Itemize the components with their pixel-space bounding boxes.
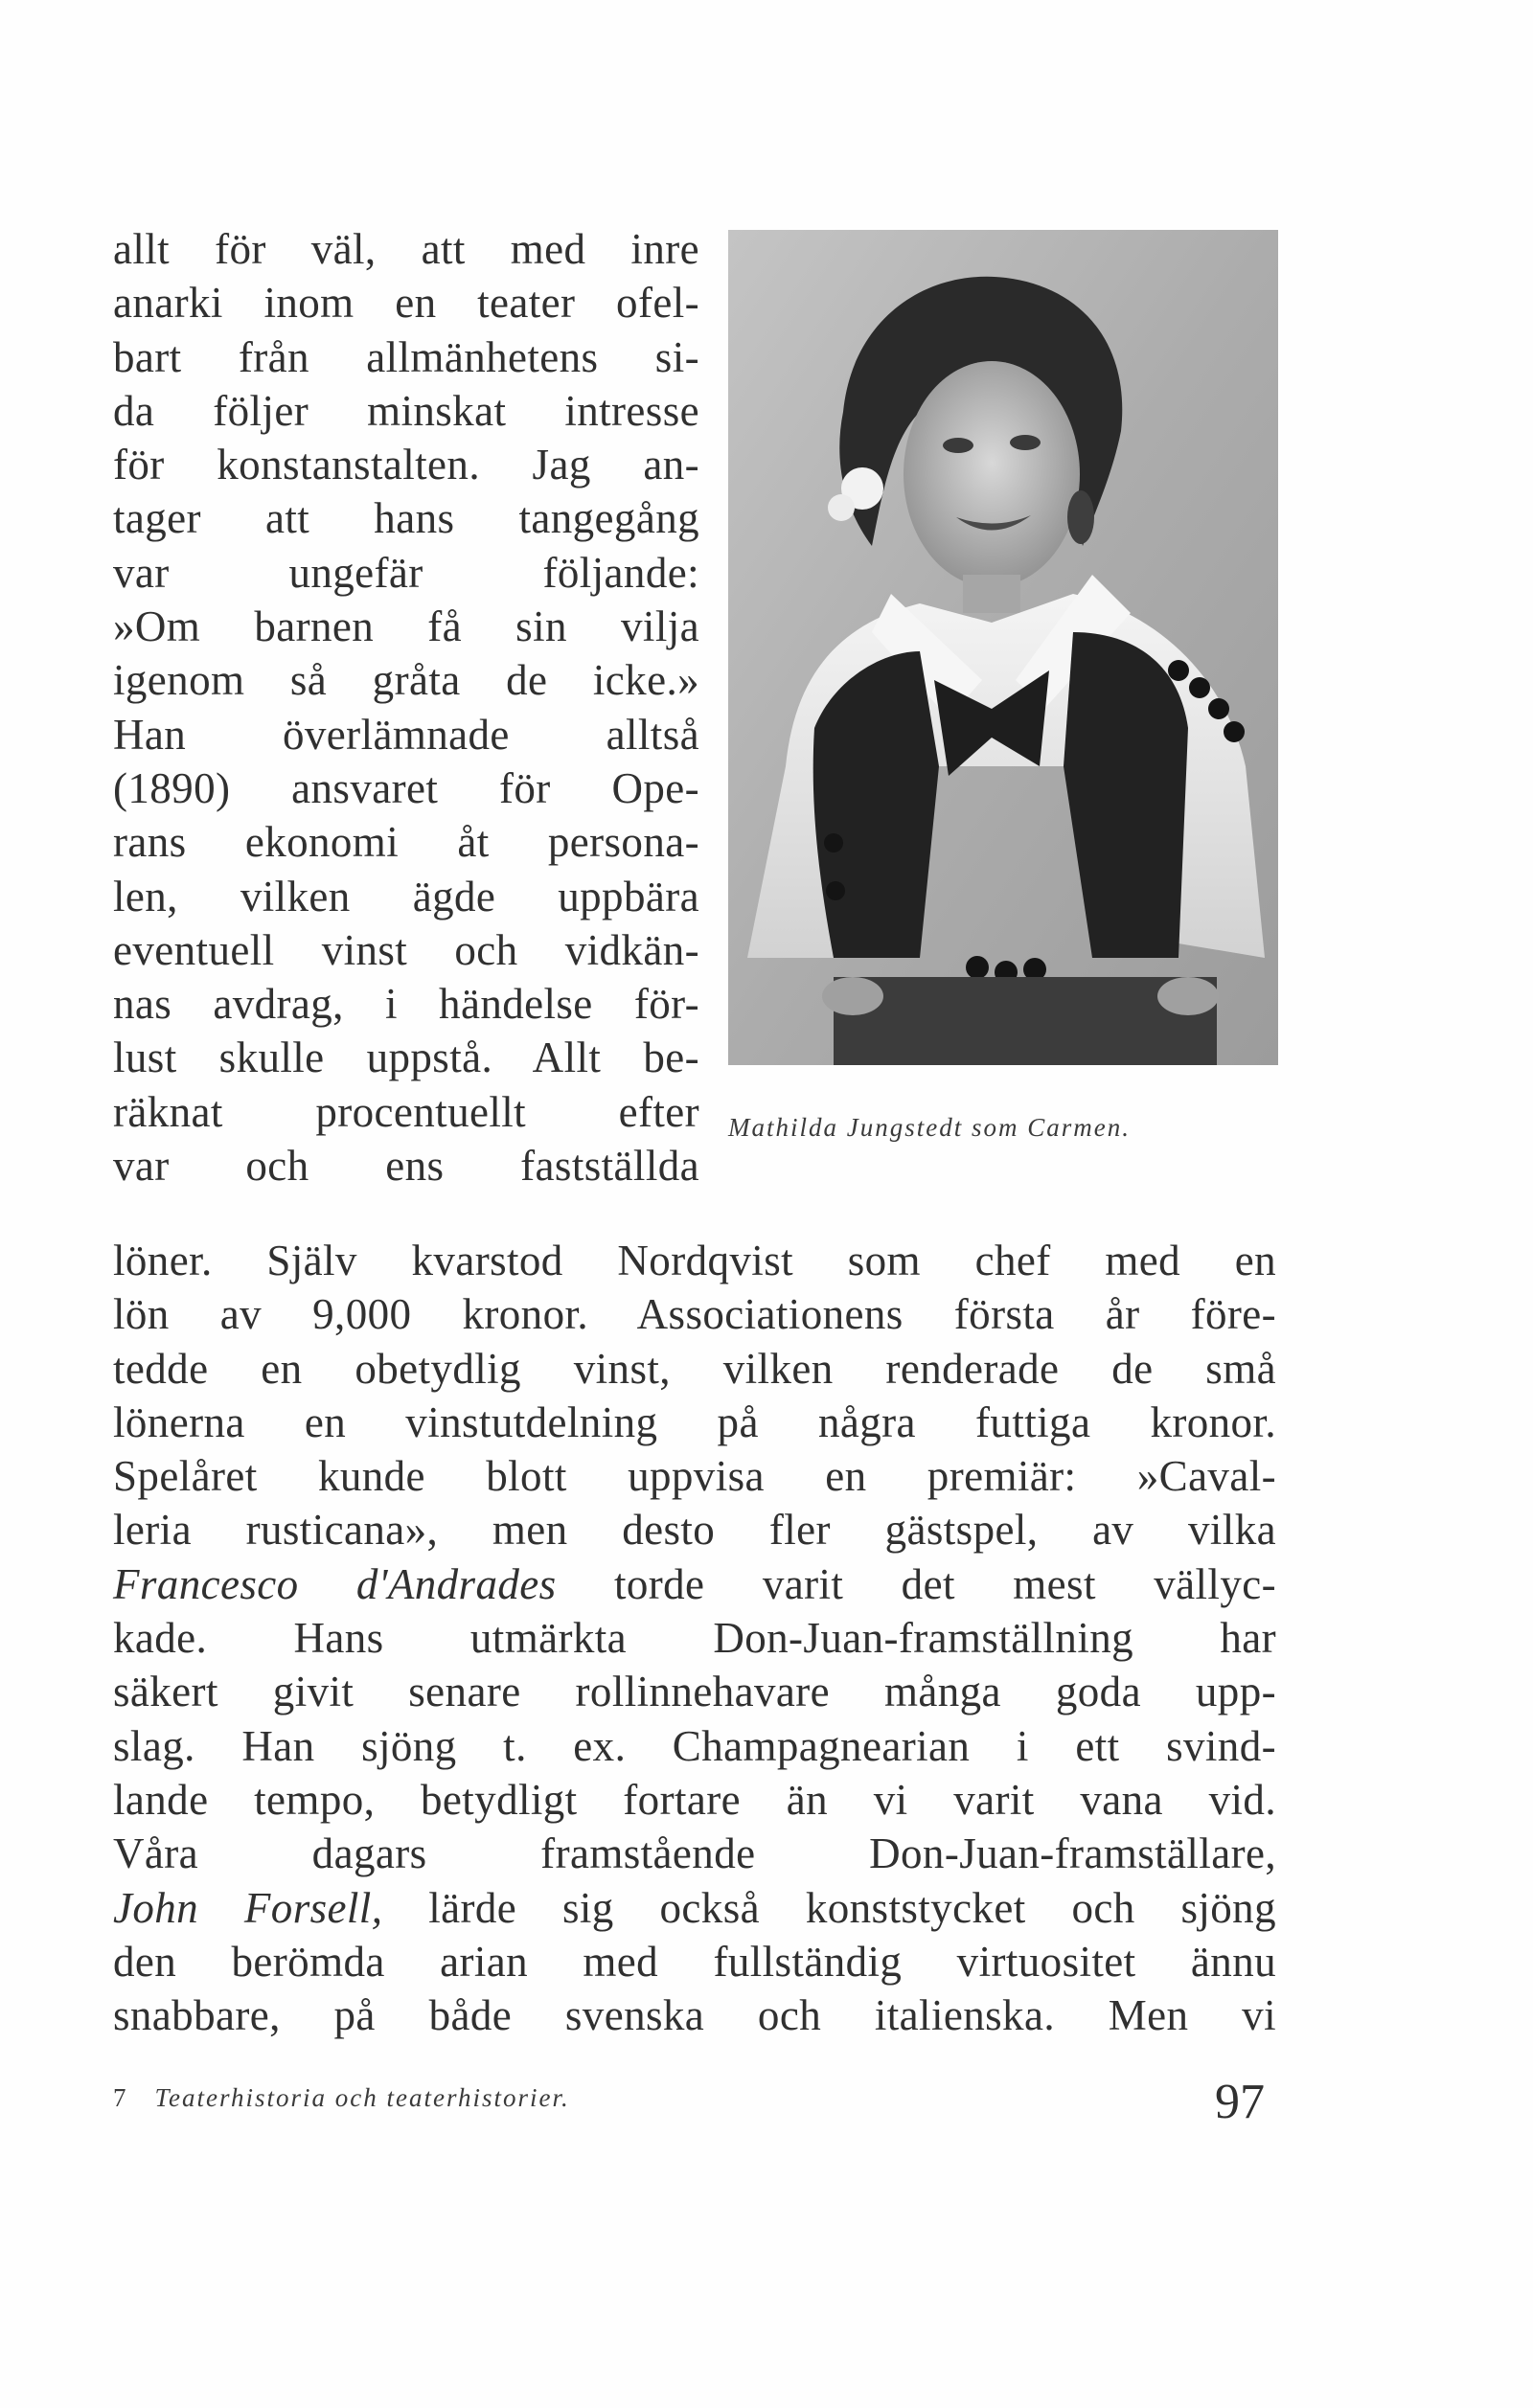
text-run: leria rusticana», men desto fler gästspel, av vilka bbox=[113, 1506, 1276, 1555]
text-run: lönerna en vinstutdelning på några futtiga kronor. bbox=[113, 1397, 1276, 1446]
text-line bbox=[113, 1234, 1276, 1287]
text-line: allt för väl, att med inre bbox=[113, 225, 699, 273]
portrait-photo bbox=[728, 230, 1278, 1065]
text-line bbox=[113, 1935, 1276, 1988]
text-run: torde varit det mest vällyc- bbox=[556, 1559, 1276, 1608]
text-line bbox=[113, 1881, 1276, 1935]
text-line: bart från allmänhetens si- bbox=[113, 332, 699, 381]
text-run: löner. Själv kvarstod Nordqvist som chef med en bbox=[113, 1237, 1276, 1284]
text-line: »Om barnen få sin vilja bbox=[113, 602, 699, 651]
text-run: snabbare, på både svenska och italienska. Men vi bbox=[113, 1991, 1276, 2040]
text-line: tager att hans tangegång bbox=[113, 494, 699, 543]
body-text-narrow-column bbox=[113, 222, 699, 1193]
running-footer-title: Teaterhistoria och teaterhistorier. bbox=[154, 2083, 570, 2112]
italic-name: Francesco d'Andrades bbox=[113, 1559, 557, 1608]
text-line: eventuell vinst och vidkän- bbox=[113, 925, 699, 974]
text-line bbox=[113, 1396, 1276, 1449]
signature-number: 7 bbox=[113, 2083, 128, 2112]
text-run: lärde sig också konststycket och sjöng bbox=[382, 1883, 1276, 1932]
text-line bbox=[113, 1611, 1276, 1665]
text-line: rans ekonomi åt persona- bbox=[113, 818, 699, 867]
text-line: för konstanstalten. Jag an- bbox=[113, 441, 699, 489]
text-line: len, vilken ägde uppbära bbox=[113, 872, 699, 920]
text-line bbox=[113, 1449, 1276, 1503]
text-run: Spelåret kunde blott uppvisa en premiär: »Caval- bbox=[113, 1452, 1276, 1501]
text-line bbox=[113, 1773, 1276, 1827]
text-line bbox=[113, 1988, 1276, 2042]
text-run: säkert givit senare rollinnehavare många goda upp- bbox=[113, 1668, 1276, 1716]
text-line bbox=[113, 1342, 1276, 1396]
text-line bbox=[113, 1665, 1276, 1718]
text-line bbox=[113, 1287, 1276, 1341]
italic-name: John Forsell, bbox=[113, 1883, 383, 1932]
text-line bbox=[113, 1503, 1276, 1556]
text-line: anarki inom en teater ofel- bbox=[113, 279, 699, 328]
text-run: kade. Hans utmärkta Don-Juan-framställning har bbox=[113, 1614, 1276, 1663]
text-line: var och ens fastställda bbox=[113, 1142, 699, 1191]
photo-caption: Mathilda Jungstedt som Carmen. bbox=[728, 1113, 1131, 1142]
page-number: 97 bbox=[1215, 2075, 1265, 2129]
text-line: nas avdrag, i händelse för- bbox=[113, 980, 699, 1029]
text-line: var ungefär följande: bbox=[113, 548, 699, 597]
text-run: tedde en obetydlig vinst, vilken renderade de små bbox=[113, 1344, 1276, 1393]
body-text-wide-column bbox=[113, 1234, 1276, 2042]
text-line: räknat procentuellt efter bbox=[113, 1087, 699, 1136]
text-line bbox=[113, 1557, 1276, 1611]
text-run: lande tempo, betydligt fortare än vi varit vana vid. bbox=[113, 1775, 1276, 1824]
page-footer bbox=[113, 2083, 570, 2113]
text-line: (1890) ansvaret för Ope- bbox=[113, 763, 699, 812]
text-line: igenom så gråta de icke.» bbox=[113, 656, 699, 705]
text-run: Våra dagars framstående Don-Juan-framställare, bbox=[113, 1829, 1276, 1878]
text-line bbox=[113, 1827, 1276, 1880]
text-run: den berömda arian med fullständig virtuositet ännu bbox=[113, 1937, 1276, 1986]
text-line: lust skulle uppstå. Allt be- bbox=[113, 1034, 699, 1082]
text-run: slag. Han sjöng t. ex. Champagnearian i ett svind- bbox=[113, 1721, 1276, 1770]
text-run: lön av 9,000 kronor. Associationens första år före- bbox=[113, 1290, 1276, 1339]
text-line bbox=[113, 1719, 1276, 1773]
text-line: da följer minskat intresse bbox=[113, 386, 699, 435]
text-line: Han överlämnade alltså bbox=[113, 710, 699, 759]
